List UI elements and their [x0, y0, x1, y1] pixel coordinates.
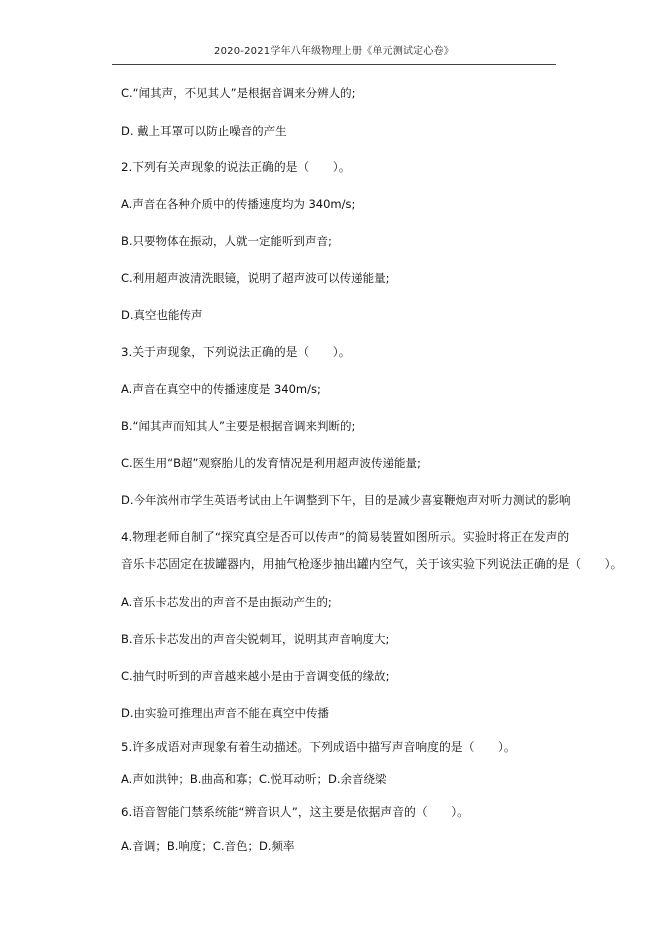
q5-stem: 5.许多成语对声现象有着生动描述。下列成语中描写声音响度的是（ ）。: [121, 740, 516, 754]
q3-option-d: D.今年滨州市学生英语考试由上午调整到下午，目的是减少喜宴鞭炮声对听力测试的影响: [121, 493, 571, 507]
q3-option-a: A.声音在真空中的传播速度是 340m/s;: [121, 382, 321, 396]
q6-stem: 6.语音智能门禁系统能“辨音识人”，这主要是依据声音的（ ）。: [121, 805, 469, 819]
page-header: [112, 44, 556, 65]
q2-stem: 2.下列有关声现象的说法正确的是（ ）。: [121, 160, 351, 174]
q4-option-c: C.抽气时听到的声音越来越小是由于音调变低的缘故;: [121, 669, 390, 683]
q4-option-d: D.由实验可推理出声音不能在真空中传播: [121, 706, 330, 720]
q2-option-a: A.声音在各种介质中的传播速度均为 340m/s;: [121, 197, 356, 211]
header-title: 2020-2021学年八年级物理上册《单元测试定心卷》: [214, 46, 454, 57]
q4-option-a: A.音乐卡芯发出的声音不是由振动产生的;: [121, 595, 332, 609]
q4-stem-line2: 音乐卡芯固定在拔罐器内，用抽气枪逐步抽出罐内空气，关于该实验下列说法正确的是（ ）。: [121, 557, 623, 571]
q4-stem-line1: 4.物理老师自制了“探究真空是否可以传声”的简易装置如图所示。实验时将正在发声的: [121, 530, 570, 544]
q2-option-c: C.利用超声波清洗眼镜，说明了超声波可以传递能量;: [121, 271, 390, 285]
q5-options: A.声如洪钟；B.曲高和寡；C.悦耳动听；D.余音绕梁: [121, 772, 387, 786]
q2-option-b: B.只要物体在振动，人就一定能听到声音;: [121, 234, 332, 248]
q1-option-c: C.“闻其声，不见其人”是根据音调来分辨人的;: [121, 86, 356, 100]
q3-option-b: B.“闻其声而知其人”主要是根据音调来判断的;: [121, 419, 356, 433]
q3-option-c: C.医生用“B超”观察胎儿的发育情况是利用超声波传递能量;: [121, 456, 421, 470]
q3-stem: 3.关于声现象，下列说法正确的是（ ）。: [121, 345, 351, 359]
q2-option-d: D.真空也能传声: [121, 308, 203, 322]
q1-option-d: D. 戴上耳罩可以防止噪音的产生: [121, 124, 287, 138]
q6-options: A.音调；B.响度；C.音色；D.频率: [121, 839, 295, 853]
q4-option-b: B.音乐卡芯发出的声音尖锐刺耳，说明其声音响度大;: [121, 632, 390, 646]
